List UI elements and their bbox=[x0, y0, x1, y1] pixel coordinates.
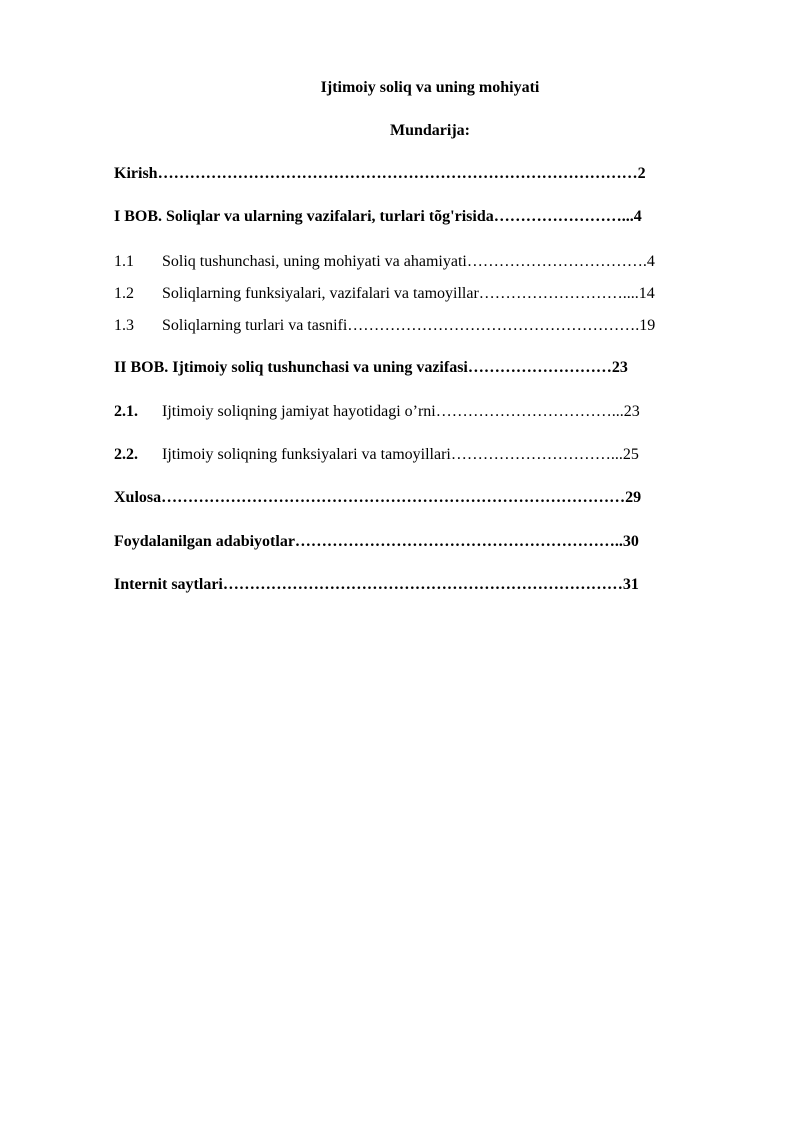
toc-entry-text: Soliqlarning turlari va tasnifi……………………………………………….19 bbox=[162, 317, 656, 334]
toc-heading: Mundarija: bbox=[390, 122, 470, 139]
toc-entry-text: Soliq tushunchasi, uning mohiyati va ahamiyati…………………………….4 bbox=[162, 253, 655, 270]
toc-entry-2-2 bbox=[114, 445, 639, 465]
toc-entry-text: Kirish………………………………………………………………………………2 bbox=[114, 165, 646, 182]
toc-entry-text: Internit saytlari…………………………………………………………………31 bbox=[114, 576, 639, 593]
toc-entry-text: I BOB. Soliqlar va ularning vazifalari, turlari tõg'risida……………………...4 bbox=[114, 208, 642, 225]
toc-entry-number: 2.2. bbox=[114, 446, 138, 463]
toc-entry-text: Xulosa……………………………………………………………………………29 bbox=[114, 489, 642, 506]
toc-entry-chapter-2 bbox=[114, 358, 628, 378]
toc-entry-2-1 bbox=[114, 402, 640, 422]
toc-entry-chapter-1 bbox=[114, 207, 642, 227]
toc-entry-xulosa bbox=[114, 488, 641, 508]
toc-entry-websites bbox=[114, 575, 639, 595]
toc-entry-number: 1.1 bbox=[114, 253, 134, 270]
toc-entry-text: II BOB. Ijtimoiy soliq tushunchasi va uning vazifasi………………………23 bbox=[114, 359, 628, 376]
toc-entry-text: Soliqlarning funksiyalari, vazifalari va tamoyillar………………………....14 bbox=[162, 285, 655, 302]
toc-entry-text: Ijtimoiy soliqning funksiyalari va tamoyillari…………………………...25 bbox=[162, 446, 639, 463]
toc-entry-text: Ijtimoiy soliqning jamiyat hayotidagi o’rni……………………………...23 bbox=[162, 403, 640, 420]
toc-entry-number: 2.1. bbox=[114, 403, 138, 420]
toc-entry-1-1 bbox=[114, 252, 655, 272]
toc-entry-1-2 bbox=[114, 284, 655, 304]
document-title: Ijtimoiy soliq va uning mohiyati bbox=[320, 79, 540, 96]
toc-entry-kirish bbox=[114, 164, 646, 184]
toc-entry-number: 1.2 bbox=[114, 285, 134, 302]
toc-entry-number: 1.3 bbox=[114, 317, 134, 334]
toc-entry-references bbox=[114, 532, 639, 552]
toc-entry-1-3 bbox=[114, 316, 655, 336]
toc-entry-text: Foydalanilgan adabiyotlar……………………………………………………..30 bbox=[114, 533, 639, 550]
